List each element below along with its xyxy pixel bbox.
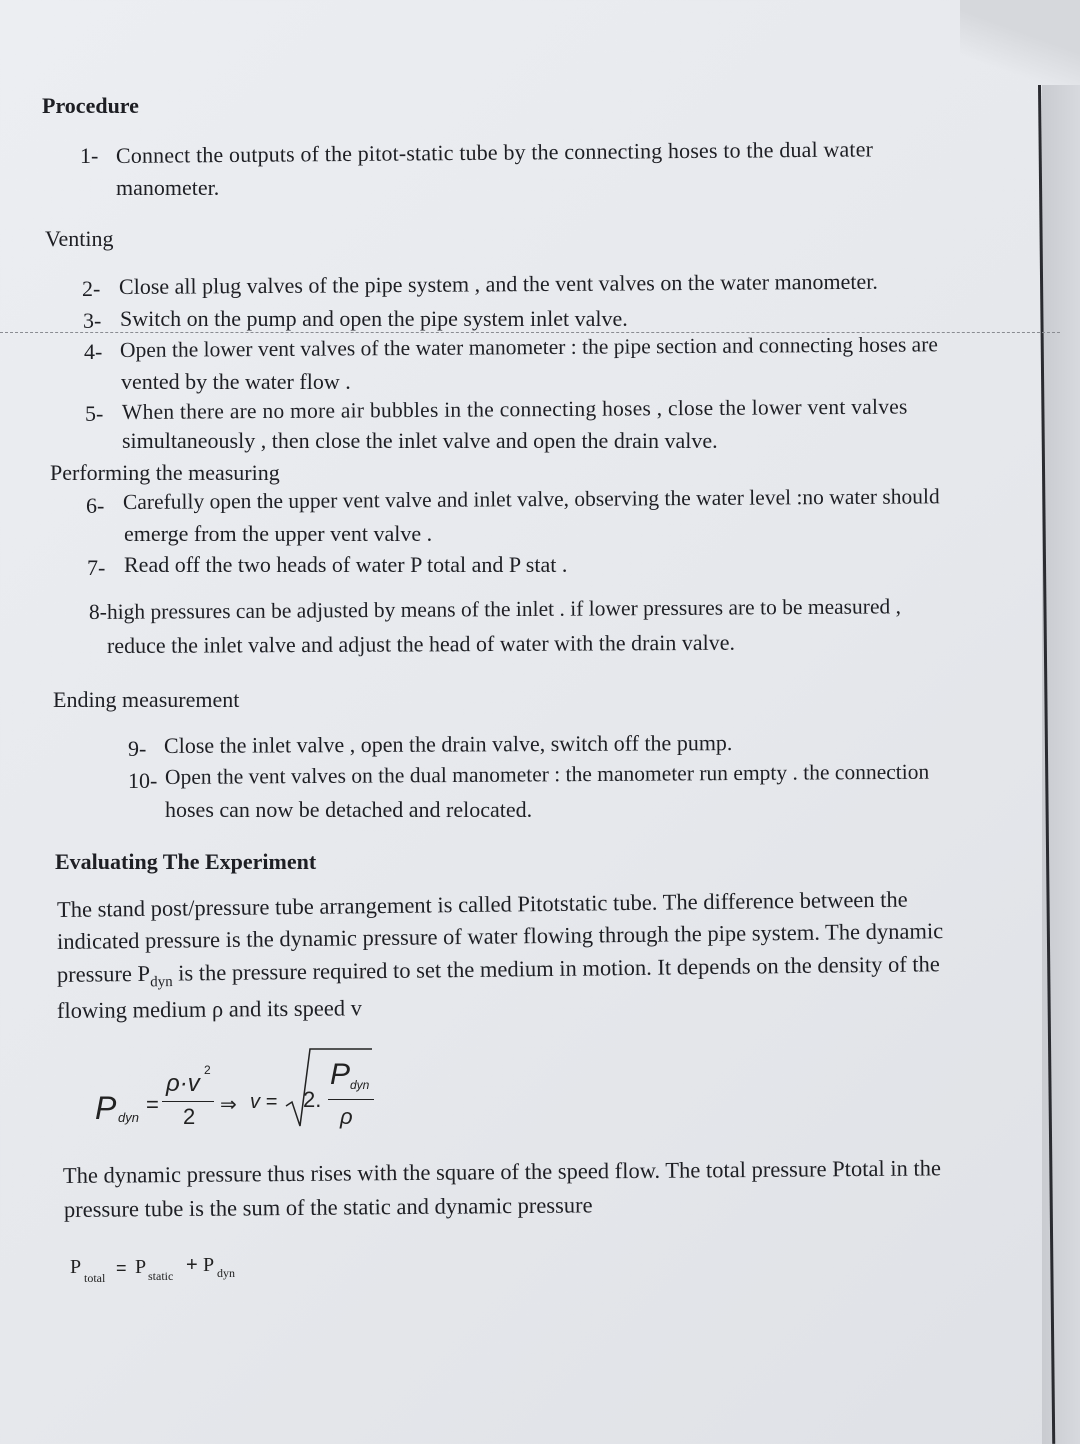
para1-line1: The stand post/pressure tube arrangement is called Pitotstatic tube. The difference between the (56, 886, 908, 922)
f1-dyn-numerator-subscript: dyn (350, 1078, 370, 1092)
f1-inner-fraction-bar (328, 1099, 374, 1100)
para2-line2: pressure tube is the sum of the static and dynamic pressure (63, 1192, 593, 1222)
step-4-number: 4- (84, 339, 103, 364)
step-7-number: 7- (87, 555, 106, 580)
step-10-number: 10- (128, 768, 158, 793)
para1-line2: indicated pressure is the dynamic pressure of water flowing through the pipe system. The dynamic (56, 918, 944, 954)
para1-line3b: is the pressure required to set the medium in motion. It depends on the density of the (172, 951, 940, 986)
f2-equals: = (116, 1258, 127, 1278)
para1-line4: flowing medium ρ and its speed v (56, 995, 363, 1023)
f1-implies-arrow: ⇒ (220, 1094, 237, 1116)
step-1-line1: Connect the outputs of the pitot-static tube by the connecting hoses to the dual water (115, 136, 874, 168)
heading-evaluating: Evaluating The Experiment (55, 849, 317, 874)
f2-P-static: P (135, 1256, 147, 1278)
f2-P-dyn: P (203, 1254, 215, 1276)
step-5-number: 5- (85, 401, 104, 426)
step-10-line2: hoses can now be detached and relocated. (165, 797, 533, 822)
f2-plus: + (186, 1254, 198, 1276)
step-4-line2: vented by the water flow . (121, 369, 351, 394)
step-1-number: 1- (80, 143, 99, 168)
step-8-line2: reduce the inlet valve and adjust the head of water with the drain valve. (106, 629, 736, 658)
para2-line1: The dynamic pressure thus rises with the square of the speed flow. The total pressure Ptotal in the (62, 1155, 941, 1188)
f1-equals: = (146, 1092, 159, 1117)
step-2-line1: Close all plug valves of the pipe system , and the vent valves on the water manometer. (118, 268, 878, 299)
f1-P-numerator: P (330, 1058, 351, 1091)
step-1-line2: manometer. (116, 175, 220, 200)
step-6-line1: Carefully open the upper vent valve and inlet valve, observing the water level :no water should (122, 484, 940, 514)
heading-venting: Venting (45, 226, 114, 251)
para1-line3-subscript: dyn (150, 974, 173, 991)
step-5-line2: simultaneously , then close the inlet valve and open the drain valve. (122, 428, 718, 453)
step-4-line1: Open the lower vent valves of the water manometer : the pipe section and connecting hoses are (119, 332, 938, 362)
step-9-line1: Close the inlet valve , open the drain valve, switch off the pump. (163, 730, 733, 758)
f2-P-total: P (70, 1256, 82, 1278)
f1-P: P (95, 1090, 117, 1126)
f1-square: 2 (204, 1063, 211, 1077)
f2-static-subscript: static (148, 1269, 174, 1283)
step-8-line1: 8-high pressures can be adjusted by means of the inlet . if lower pressures are to be measured , (88, 594, 902, 624)
step-3-line1: Switch on the pump and open the pipe system inlet valve. (120, 306, 628, 331)
f1-fraction-bar (162, 1101, 214, 1102)
f1-v-equals: v = (250, 1091, 278, 1113)
f2-dyn-subscript: dyn (217, 1266, 235, 1280)
step-6-number: 6- (86, 493, 105, 518)
step-10-line1: Open the vent valves on the dual manometer : the manometer run empty . the connection (164, 759, 930, 789)
para1-line3 (57, 950, 940, 997)
step-5-line1: When there are no more air bubbles in the connecting hoses , close the lower vent valves (121, 394, 908, 424)
f2-total-subscript: total (84, 1271, 106, 1285)
step-2-number: 2- (82, 276, 101, 301)
f1-dyn-subscript: dyn (118, 1110, 139, 1125)
heading-procedure: Procedure (42, 93, 139, 118)
step-9-number: 9- (128, 736, 147, 761)
heading-performing: Performing the measuring (50, 460, 280, 485)
f1-two-dot: 2. (303, 1087, 322, 1112)
f1-rho-v: ρ·v (166, 1070, 200, 1097)
step-7-line1: Read off the two heads of water P total and P stat . (124, 552, 568, 577)
f1-rho: ρ (340, 1104, 353, 1129)
f1-denominator: 2 (183, 1104, 196, 1129)
heading-ending: Ending measurement (53, 687, 240, 712)
step-3-number: 3- (83, 308, 102, 333)
para1-line3a: pressure P (56, 960, 151, 987)
step-6-line2: emerge from the upper vent valve . (124, 521, 433, 546)
